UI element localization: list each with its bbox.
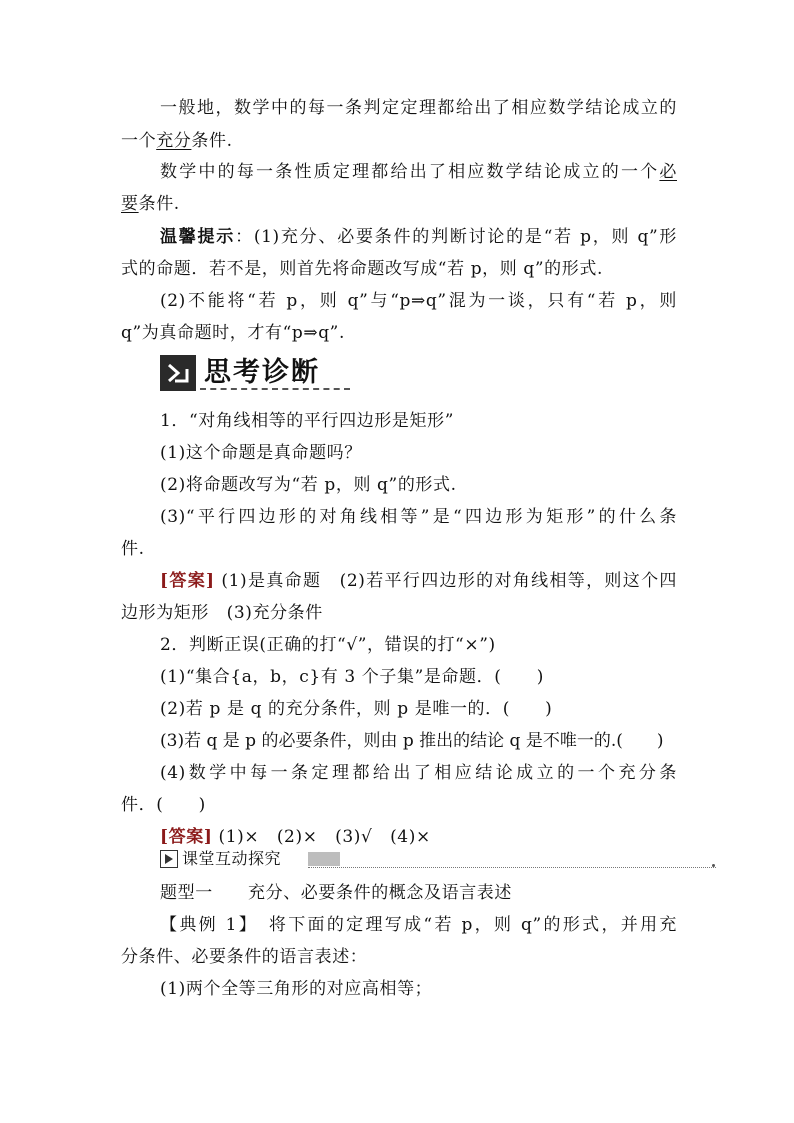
section-dot — [712, 864, 715, 867]
q2-item1 — [160, 665, 677, 689]
example1-item1 — [160, 977, 677, 1001]
q1-stem — [160, 409, 677, 433]
text: q”为真命题时，才有“p⇒q”. — [121, 323, 345, 343]
section-title: 课堂互动探究 — [182, 849, 282, 868]
q1-sub3-line1 — [160, 505, 677, 529]
underlined-term: 必 — [659, 162, 677, 182]
text: 式的命题．若不是，则首先将命题改写成“若 p，则 q”的形式. — [121, 259, 603, 279]
text: (1)是真命题 (2)若平行四边形的对角线相等，则这个四 — [214, 571, 677, 591]
tip-label: 温馨提示 — [160, 227, 236, 247]
q2-answer — [160, 825, 677, 849]
text: (1)两个全等三角形的对应高相等； — [160, 979, 433, 999]
q2-item4-line1 — [160, 761, 677, 785]
text: 件．( ) — [121, 795, 206, 815]
classroom-section-header — [160, 848, 716, 870]
type1-heading — [160, 881, 677, 905]
text: ：(1)充分、必要条件的判断讨论的是“若 p，则 q”形 — [235, 227, 677, 247]
example1-line2 — [121, 945, 677, 969]
definition-necessary-line2 — [121, 192, 677, 216]
text: 1．“对角线相等的平行四边形是矩形” — [160, 411, 454, 431]
text: 一般地，数学中的每一条判定定理都给出了相应数学结论成立的 — [160, 98, 677, 118]
q1-answer-line1 — [160, 569, 677, 593]
example1-line1 — [160, 913, 677, 937]
text: 题型一 充分、必要条件的概念及语言表述 — [160, 883, 512, 903]
text: 一个 — [121, 131, 157, 151]
text: (2)不能将“若 p，则 q”与“p⇒q”混为一谈，只有“若 p，则 — [160, 291, 677, 311]
text: 条件. — [191, 131, 233, 151]
text: 边形为矩形 (3)充分条件 — [121, 603, 323, 623]
answer-label: [答案] — [160, 827, 213, 847]
q2-stem — [160, 633, 677, 657]
q1-sub2 — [160, 473, 677, 497]
section-bar — [308, 852, 340, 866]
text: (1)这个命题是真命题吗？ — [160, 443, 362, 463]
definition-sufficient-line2 — [121, 129, 677, 153]
tip-line4 — [121, 321, 677, 345]
underlined-term: 要 — [121, 194, 139, 214]
q1-answer-line2 — [121, 601, 677, 625]
q2-item3 — [160, 729, 677, 753]
tip-line1 — [160, 225, 677, 249]
underlined-term: 充分 — [156, 131, 192, 151]
tip-line2 — [121, 257, 677, 281]
text: (1)× (2)× (3)√ (4)× — [212, 827, 431, 847]
answer-label: [答案] — [160, 571, 215, 591]
text: (1)“集合{a，b，c}有 3 个子集”是命题．( ) — [160, 667, 544, 687]
text: (3)若 q 是 p 的必要条件，则由 p 推出的结论 q 是不唯一的.( ) — [160, 731, 664, 751]
text: 件. — [121, 539, 145, 559]
text: 数学中的每一条性质定理都给出了相应数学结论成立的一个 — [160, 162, 660, 182]
banner-underline — [200, 388, 350, 390]
tip-line3 — [160, 289, 677, 313]
definition-necessary-line1 — [160, 160, 677, 184]
q1-sub1 — [160, 441, 677, 465]
text: (2)若 p 是 q 的充分条件，则 p 是唯一的．( ) — [160, 699, 553, 719]
definition-sufficient-line1 — [160, 96, 677, 120]
thinking-diagnosis-banner — [160, 355, 350, 391]
text: (2)将命题改写为“若 p，则 q”的形式. — [160, 475, 457, 495]
text: (4)数学中每一条定理都给出了相应结论成立的一个充分条 — [160, 763, 677, 783]
q2-item2 — [160, 697, 677, 721]
banner-title: 思考诊断 — [204, 357, 320, 388]
q1-sub3-line2 — [121, 537, 677, 561]
text: (3)“平行四边形的对角线相等”是“四边形为矩形”的什么条 — [160, 507, 677, 527]
section-rule — [308, 867, 716, 868]
text: 2．判断正误(正确的打“√”，错误的打“×”) — [160, 635, 496, 655]
arrow-box-icon — [160, 355, 196, 391]
arrow-box-icon — [160, 850, 178, 868]
q2-item4-line2 — [121, 793, 677, 817]
text: 条件. — [138, 194, 180, 214]
text: 【典例 1】 将下面的定理写成“若 p，则 q”的形式，并用充 — [160, 915, 677, 935]
text: 分条件、必要条件的语言表述： — [121, 947, 368, 967]
